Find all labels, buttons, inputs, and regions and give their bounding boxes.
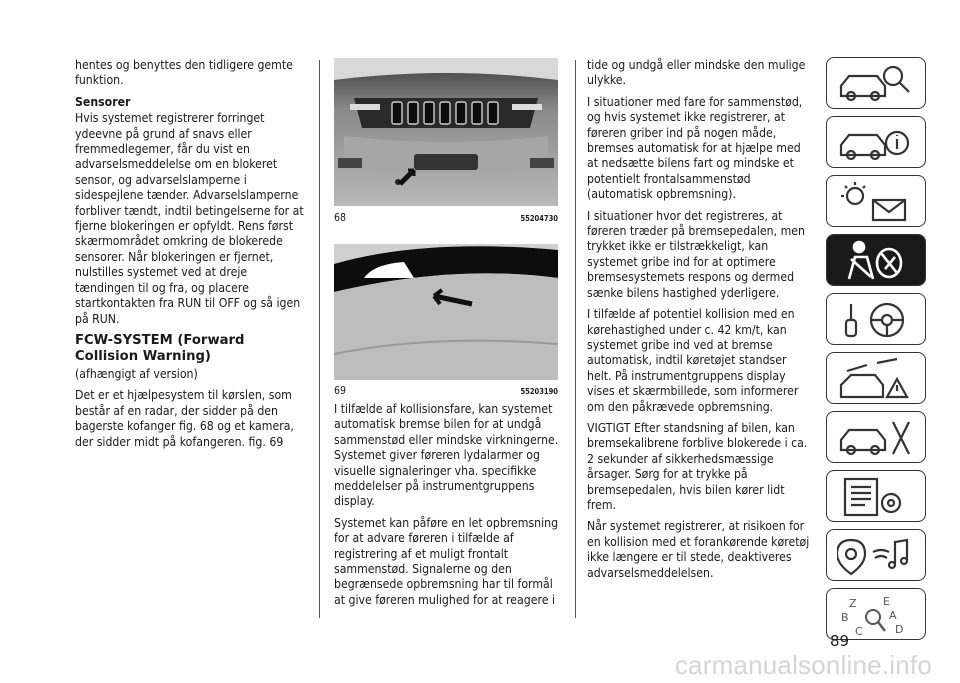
- tab-warning-lights[interactable]: [826, 175, 926, 227]
- column-divider-2: [575, 60, 576, 618]
- intro-paragraph: hentes og benyttes den tidligere gemte funktion.: [75, 58, 293, 88]
- car-maintenance-icon: [837, 416, 917, 460]
- fcw-paragraph: Det er et hjælpesystem til kørslen, som består af en radar, der sidder på den bagerste kofanger fig. 68 og et kamera, der sidder midt på kofangeren. fig. 69: [75, 388, 294, 449]
- watermark: carmanualsonline.info: [674, 650, 932, 680]
- multimedia-icon: [837, 534, 917, 578]
- fcw-heading: FCW-SYSTEM (Forward Collision Warning): [75, 332, 245, 364]
- middle-paragraph-2: Systemet kan påføre en let opbremsning for at advare føreren i tilfælde af registrering af et muligt frontalt sammenstød. Signalerne og den begrænsede opbremsning har til formål at give føreren mulighed for at reagere i: [334, 515, 559, 607]
- right-paragraph-2: I situationer med fare for sammenstød, og hvis systemet ikke registrerer, at føreren griber ind på nogen måde, bremses automatisk for at hjælpe med at nedsætte bilens fart og mindske et potentielt frontalsammenstød (automatisk opbremsning).: [587, 94, 803, 202]
- tab-starting-driving[interactable]: [826, 293, 926, 345]
- column-divider: [319, 60, 320, 618]
- figure-69-code: 55203190: [520, 387, 558, 396]
- figure-69-number: 69: [334, 385, 347, 397]
- right-paragraph-3: I situationer hvor det registreres, at føreren træder på bremsepedalen, men trykket ikke er tilstrækkeligt, kan systemet gribe ind for at optimere bremsesystemets respons og dermed sænke bilens hastighed yderligere.: [587, 208, 805, 300]
- tab-servicing-maintenance[interactable]: [826, 411, 926, 463]
- steering-wheel-icon: [837, 298, 917, 342]
- figure-69-caption: [334, 385, 558, 399]
- car-search-icon: [837, 62, 917, 106]
- column-left: [75, 58, 307, 456]
- emergency-car-icon: [837, 357, 917, 401]
- sensor-paragraph: Hvis systemet registrerer forringet ydeevne på grund af snavs eller fremmedlegemer, får du vist en advarselsmeddelelse om en blokeret sensor, og advarselslamperne i sidespejlene tænder. Advarselslamperne forbliver tændt, indtil betingelserne for at fjerne blokeringen er opfyldt. Rens først skærmområdet omkring de blokerede sensorer. Når blokeringen er fjernet, nulstilles systemet ved at dreje tændingen til og fra, og placere startkontakten fra RUN til OFF og så igen på RUN.: [75, 111, 304, 326]
- index-letter-e: E: [883, 595, 890, 608]
- warning-lights-icon: [837, 180, 917, 224]
- index-letter-b: B: [841, 611, 849, 624]
- right-paragraph-6: Når systemet registrerer, at risikoen for en kollision med et forankørende køretøj ikke længere er til stede, deaktiveres advarselsmeddelelsen.: [587, 519, 810, 580]
- column-middle: [334, 402, 566, 614]
- index-letter-z: Z: [849, 597, 857, 610]
- fcw-version-note: (afhængigt af version): [75, 366, 198, 381]
- index-letter-c: C: [855, 625, 863, 637]
- right-paragraph-4: I tilfælde af potentiel kollision med en kørehastighed under c. 42 km/t, kan systemet gribe ind ved at bremse automatisk, indtil køretøjet standser helt. På instrumentgruppens display vises et skærmbillede, som informerer om den påkrævede opbremsning.: [587, 307, 799, 414]
- figure-69-windshield-camera-photo: [334, 234, 558, 380]
- right-paragraph-1: tide og undgå eller mindske den mulige ulykke.: [587, 58, 806, 88]
- middle-paragraph-1: I tilfælde af kollisionsfare, kan systemet automatisk bremse bilen for at undgå sammenstød eller mindske virkningerne. Systemet giver føreren lydalarmer og visuelle signaleringer vha. specifikke meddelelser på instrumentgruppens display.: [334, 402, 559, 509]
- technical-data-icon: [837, 475, 917, 519]
- car-info-icon: [837, 121, 917, 165]
- tab-multimedia[interactable]: [826, 529, 926, 581]
- seatbelt-airbag-icon: [837, 239, 917, 283]
- figure-68-front-bumper-photo: [334, 58, 558, 206]
- sensor-heading: Sensorer: [75, 94, 131, 109]
- index-letter-d: D: [895, 623, 904, 636]
- tab-technical-data[interactable]: [826, 470, 926, 522]
- tab-in-an-emergency[interactable]: [826, 352, 926, 404]
- figure-68-code: 55204730: [520, 214, 558, 223]
- tab-dashboard[interactable]: [826, 116, 926, 168]
- right-paragraph-5: VIGTIGT Efter standsning af bilen, kan bremsekalibrene forblive blokerede i ca. 2 sekunder af sikkerhedsmæssige årsager. Sørg for at trykke på bremsepedalen, hvis bilen kører lidt frem.: [587, 420, 808, 512]
- figure-68-number: 68: [334, 212, 347, 224]
- page-number: 89: [830, 632, 850, 650]
- tab-safety[interactable]: [826, 234, 926, 286]
- index-letter-a: A: [889, 609, 897, 622]
- tab-knowing-your-vehicle[interactable]: [826, 57, 926, 109]
- alphabetical-index-icon: [837, 593, 917, 637]
- column-right: [587, 58, 812, 587]
- figure-68-caption: [334, 212, 558, 226]
